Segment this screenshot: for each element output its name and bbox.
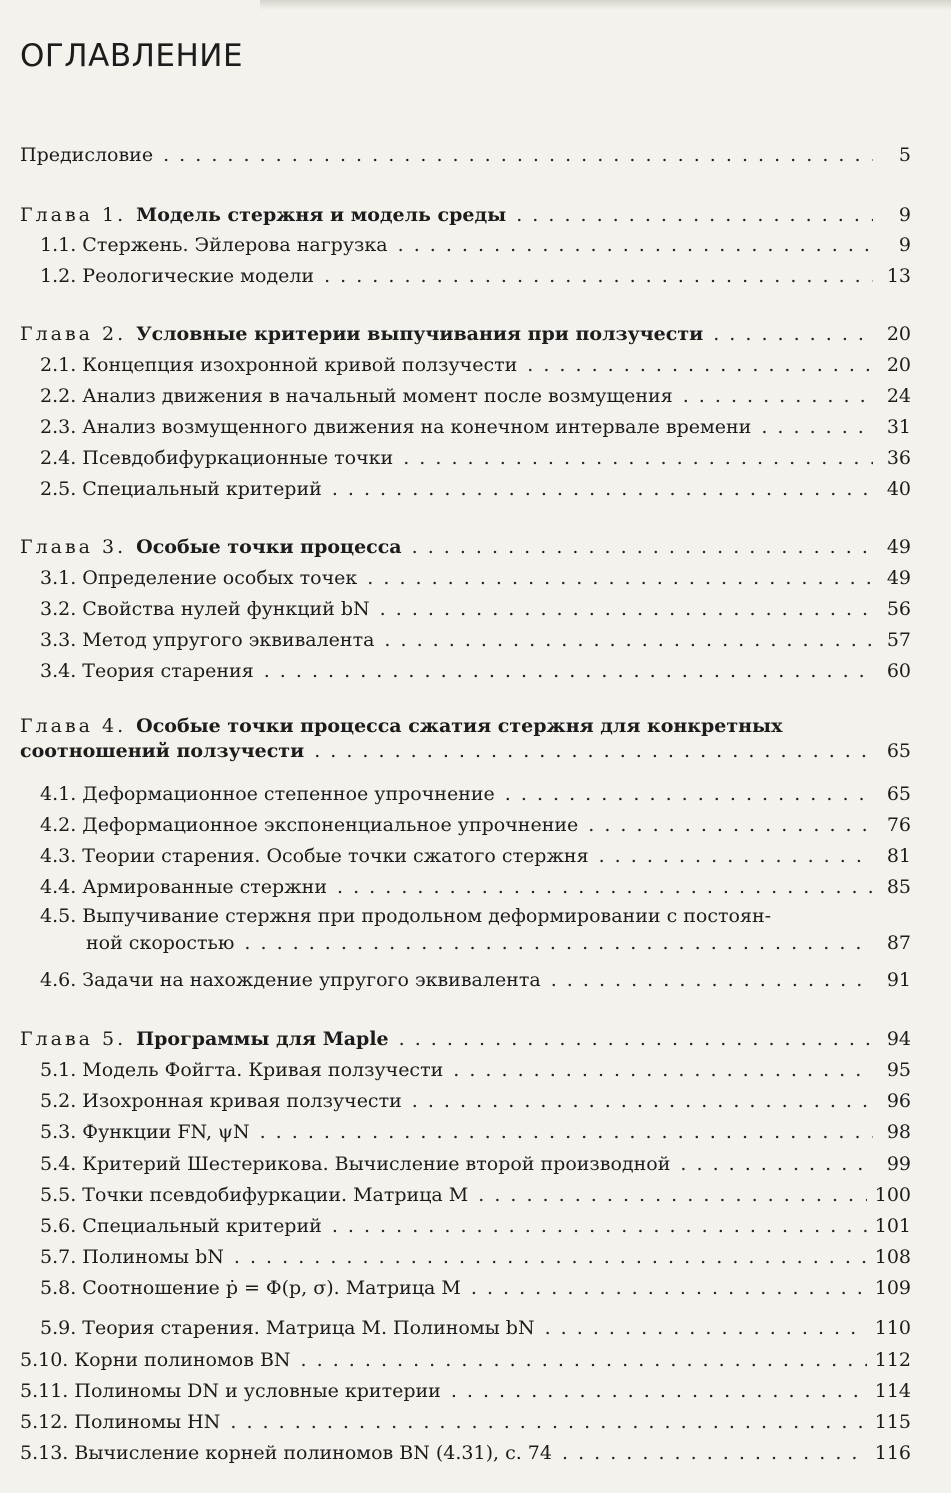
entry-page: 81 bbox=[886, 845, 911, 867]
toc-section[interactable] bbox=[40, 782, 911, 806]
entry-page: 110 bbox=[874, 1317, 911, 1339]
entry-label: 4.1. Деформационное степенное упрочнение bbox=[40, 783, 495, 805]
entry-label: 5.4. Критерий Шестерикова. Вычисление второй производной bbox=[40, 1153, 671, 1175]
entry-label: 5.13. Вычисление корней полиномов BN (4.31), с. 74 bbox=[20, 1442, 552, 1464]
entry-page: 98 bbox=[886, 1121, 911, 1143]
toc-section[interactable] bbox=[40, 233, 911, 257]
toc-chapter-4[interactable] bbox=[20, 714, 911, 738]
entry-label: 3.2. Свойства нулей функций bN bbox=[40, 598, 370, 620]
entry-page: 20 bbox=[886, 354, 911, 376]
entry-label: 2.3. Анализ возмущенного движения на конечном интервале времени bbox=[40, 416, 752, 438]
entry-page: 49 bbox=[886, 567, 911, 589]
toc-section[interactable] bbox=[40, 1120, 911, 1144]
chapter-number: Глава 5. bbox=[20, 1028, 127, 1050]
toc-section[interactable] bbox=[40, 446, 911, 470]
entry-page: 9 bbox=[898, 234, 911, 256]
entry-label: 5.11. Полиномы DN и условные критерии bbox=[20, 1380, 441, 1402]
entry-label: 2.2. Анализ движения в начальный момент после возмущения bbox=[40, 385, 673, 407]
toc-section[interactable] bbox=[40, 1276, 911, 1300]
toc-section[interactable] bbox=[40, 415, 911, 439]
toc-entry-preface[interactable] bbox=[20, 143, 911, 167]
entry-page: 116 bbox=[874, 1442, 911, 1464]
toc-section[interactable] bbox=[40, 353, 911, 377]
entry-page: 95 bbox=[886, 1059, 911, 1081]
entry-page: 40 bbox=[886, 478, 911, 500]
entry-label: 5.7. Полиномы bN bbox=[40, 1246, 224, 1268]
entry-page: 99 bbox=[886, 1153, 911, 1175]
entry-label: 1.2. Реологические модели bbox=[40, 265, 315, 287]
entry-label: 5.1. Модель Фойгта. Кривая ползучести bbox=[40, 1059, 444, 1081]
chapter-title: Особые точки процесса bbox=[136, 536, 402, 558]
chapter-number: Глава 1. bbox=[20, 204, 127, 226]
entry-label: 5.5. Точки псевдобифуркации. Матрица M bbox=[40, 1184, 469, 1206]
toc-section[interactable] bbox=[40, 264, 911, 288]
entry-page: 112 bbox=[874, 1349, 911, 1371]
entry-page: 24 bbox=[886, 385, 911, 407]
entry-label: ной скоростью bbox=[86, 932, 235, 954]
entry-page: 108 bbox=[874, 1246, 911, 1268]
chapter-title: соотношений ползучести bbox=[20, 740, 305, 762]
entry-page: 31 bbox=[886, 416, 911, 438]
toc-section[interactable] bbox=[40, 813, 911, 837]
entry-label: 4.6. Задачи на нахождение упругого эквивалента bbox=[40, 969, 541, 991]
toc-section[interactable] bbox=[40, 659, 911, 683]
entry-page: 109 bbox=[874, 1277, 911, 1299]
toc-section[interactable] bbox=[40, 968, 911, 992]
entry-page: 36 bbox=[886, 447, 911, 469]
entry-label: 4.4. Армированные стержни bbox=[40, 876, 328, 898]
toc-chapter-4-cont[interactable] bbox=[20, 739, 911, 763]
entry-page: 115 bbox=[874, 1411, 911, 1433]
toc-section[interactable] bbox=[40, 875, 911, 899]
entry-label: 2.4. Псевдобифуркационные точки bbox=[40, 447, 394, 469]
chapter-number: Глава 4. bbox=[20, 715, 127, 737]
toc-section[interactable] bbox=[40, 904, 911, 928]
toc-chapter-3[interactable] bbox=[20, 535, 911, 559]
toc-chapter-1[interactable] bbox=[20, 203, 911, 227]
entry-page: 60 bbox=[886, 660, 911, 682]
toc-section[interactable] bbox=[40, 628, 911, 652]
toc-heading: ОГЛАВЛЕНИЕ bbox=[20, 38, 244, 74]
entry-label: 2.5. Специальный критерий bbox=[40, 478, 322, 500]
toc-section[interactable] bbox=[40, 566, 911, 590]
entry-page: 49 bbox=[886, 536, 911, 558]
toc-section[interactable] bbox=[40, 1183, 911, 1207]
entry-page: 5 bbox=[898, 144, 911, 166]
toc-section[interactable] bbox=[40, 477, 911, 501]
entry-label: 5.2. Изохронная кривая ползучести bbox=[40, 1090, 402, 1112]
chapter-title: Условные критерии выпучивания при ползучести bbox=[136, 323, 704, 345]
entry-page: 101 bbox=[874, 1215, 911, 1237]
toc-section[interactable] bbox=[20, 1348, 911, 1372]
toc-chapter-2[interactable] bbox=[20, 322, 911, 346]
toc-section[interactable] bbox=[40, 1245, 911, 1269]
toc-chapter-5[interactable] bbox=[20, 1027, 911, 1051]
toc-section[interactable] bbox=[20, 1441, 911, 1465]
entry-page: 100 bbox=[874, 1184, 911, 1206]
entry-page: 56 bbox=[886, 598, 911, 620]
toc-section[interactable] bbox=[40, 1089, 911, 1113]
entry-page: 65 bbox=[886, 740, 911, 762]
entry-label: 5.12. Полиномы HN bbox=[20, 1411, 221, 1433]
entry-label: Предисловие bbox=[20, 144, 154, 166]
entry-page: 91 bbox=[886, 969, 911, 991]
entry-label: 1.1. Стержень. Эйлерова нагрузка bbox=[40, 234, 388, 256]
toc-section-cont[interactable] bbox=[40, 931, 911, 955]
entry-label: 3.4. Теория старения bbox=[40, 660, 254, 682]
entry-page: 57 bbox=[886, 629, 911, 651]
toc-section[interactable] bbox=[20, 1410, 911, 1434]
toc-section[interactable] bbox=[40, 844, 911, 868]
entry-label: 5.10. Корни полиномов BN bbox=[20, 1349, 291, 1371]
toc-section[interactable] bbox=[40, 1214, 911, 1238]
toc-section[interactable] bbox=[40, 1316, 911, 1340]
entry-label: 3.1. Определение особых точек bbox=[40, 567, 358, 589]
entry-page: 13 bbox=[886, 265, 911, 287]
entry-page: 94 bbox=[886, 1028, 911, 1050]
entry-page: 9 bbox=[898, 204, 911, 226]
toc-section[interactable] bbox=[40, 597, 911, 621]
entry-page: 114 bbox=[874, 1380, 911, 1402]
toc-section[interactable] bbox=[40, 1152, 911, 1176]
entry-label: 5.8. Соотношение ṗ = Φ(p, σ). Матрица M bbox=[40, 1277, 461, 1299]
entry-label: 5.9. Теория старения. Матрица M. Полиномы bN bbox=[40, 1317, 535, 1339]
toc-section[interactable] bbox=[40, 384, 911, 408]
entry-label: 4.3. Теории старения. Особые точки сжатого стержня bbox=[40, 845, 589, 867]
entry-label: 5.3. Функции FN, ψN bbox=[40, 1121, 250, 1143]
entry-page: 96 bbox=[886, 1090, 911, 1112]
entry-label: 4.5. Выпучивание стержня при продольном деформировании с постоян- bbox=[40, 905, 772, 927]
toc-section[interactable] bbox=[20, 1379, 911, 1403]
entry-page: 65 bbox=[886, 783, 911, 805]
chapter-title: Особые точки процесса сжатия стержня для конкретных bbox=[136, 715, 783, 737]
entry-page: 87 bbox=[886, 932, 911, 954]
entry-page: 85 bbox=[886, 876, 911, 898]
chapter-number: Глава 3. bbox=[20, 536, 127, 558]
entry-page: 76 bbox=[886, 814, 911, 836]
entry-label: 5.6. Специальный критерий bbox=[40, 1215, 322, 1237]
entry-page: 20 bbox=[886, 323, 911, 345]
chapter-title: Модель стержня и модель среды bbox=[136, 204, 507, 226]
entry-label: 4.2. Деформационное экспоненциальное упрочнение bbox=[40, 814, 579, 836]
entry-label: 3.3. Метод упругого эквивалента bbox=[40, 629, 375, 651]
entry-label: 2.1. Концепция изохронной кривой ползучести bbox=[40, 354, 518, 376]
chapter-title: Программы для Maple bbox=[136, 1028, 389, 1050]
toc-section[interactable] bbox=[40, 1058, 911, 1082]
page-edge-shadow bbox=[260, 0, 951, 10]
chapter-number: Глава 2. bbox=[20, 323, 127, 345]
